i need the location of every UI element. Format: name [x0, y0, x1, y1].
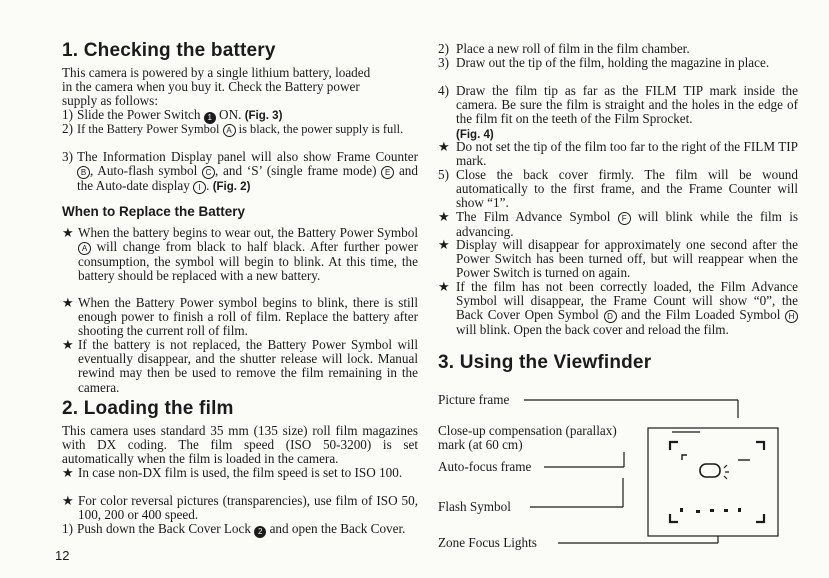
back-cover-open-symbol-icon: D: [604, 310, 617, 323]
star-bullet-icon: ★: [438, 237, 450, 252]
back-cover-lock-symbol-icon: 2: [254, 526, 266, 538]
step-text: The Information Display panel will also show Frame Counter: [77, 149, 418, 164]
flash-symbol-label: Flash Symbol: [438, 499, 511, 514]
step-text: .: [206, 178, 213, 194]
battery-symbol-icon: A: [223, 124, 236, 137]
film-bullet-display: [438, 238, 798, 281]
step-text: Draw the film tip as far as the FILM TIP mark inside the camera. Be sure the film is straight and the holes in the edge of the film fit on the teeth of the Film Sprocket.: [456, 83, 798, 127]
step-number: 1): [62, 107, 73, 122]
flash-symbol-icon: [724, 465, 729, 479]
section-heading-loading: 2. Loading the film: [62, 398, 234, 419]
auto-date-symbol-icon: I: [193, 181, 206, 194]
replace-bullet-1: [62, 226, 418, 284]
step-number: 2): [438, 41, 449, 56]
step-number: 1): [62, 521, 73, 536]
step-text: ON.: [215, 107, 245, 122]
battery-intro: [62, 66, 418, 109]
star-bullet-icon: ★: [438, 209, 450, 224]
section-heading-viewfinder: 3. Using the Viewfinder: [438, 352, 652, 373]
intro-line: This camera is powered by a single lithium battery, loaded: [62, 65, 371, 80]
step-text: Push down the Back Cover Lock: [77, 521, 255, 536]
step-number: 2): [62, 121, 73, 136]
bullet-text: In case non-DX film is used, the film speed is set to ISO 100.: [78, 465, 403, 480]
film-bullet-tip: [438, 140, 798, 168]
battery-step-2: [62, 122, 418, 137]
intro-line: in the camera when you buy it. Check the Battery power: [62, 79, 360, 95]
bullet-text: Do not set the tip of the film too far to the right of the FILM TIP mark.: [456, 139, 798, 169]
parallax-mark: [682, 455, 687, 460]
step-number: 4): [438, 83, 449, 98]
intro-line: supply as follows:: [62, 93, 158, 109]
loading-bullet-2: [62, 494, 418, 522]
viewfinder-drawing: [438, 388, 800, 558]
bullet-text: will blink. Open the back cover and reload the film.: [456, 322, 729, 338]
viewfinder-frame: [648, 428, 778, 536]
frame-counter-symbol-icon: B: [77, 166, 90, 179]
step-number: 3): [438, 55, 449, 70]
bullet-text: For color reversal pictures (transparencies), use film of ISO 50, 100, 200 or 400 speed.: [78, 493, 418, 523]
loading-bullet-1: [62, 466, 418, 480]
bullet-text: When the Battery Power symbol begins to blink, there is still enough power to finish a roll of film. Replace the battery after shooting the current roll of film.: [78, 295, 418, 339]
page-number: 12: [55, 548, 70, 563]
film-step-5: [438, 168, 798, 211]
replace-bullet-3: [62, 338, 418, 395]
figure-ref: (Fig. 2): [212, 181, 251, 194]
star-bullet-icon: ★: [62, 225, 74, 240]
step-text: and open the Back Cover.: [266, 521, 406, 536]
step-text: , and ‘S’ (single frame mode): [215, 163, 382, 179]
film-loaded-symbol-icon: H: [785, 310, 798, 323]
step-text: If the Battery Power Symbol: [77, 122, 223, 136]
figure-ref: (Fig. 4): [456, 128, 494, 141]
step-number: 3): [62, 149, 73, 164]
star-bullet-icon: ★: [62, 337, 74, 352]
picture-frame-corner: [670, 514, 678, 522]
loading-intro: This camera uses standard 35 mm (135 size) roll film magazines with DX coding. The film speed (ISO 50-3200) is set automatically when the film is loaded in the camera.: [62, 423, 418, 467]
picture-frame-corner: [756, 514, 764, 522]
battery-symbol-icon: A: [78, 242, 91, 255]
bullet-text: When the battery begins to wear out, the Battery Power Symbol: [78, 225, 418, 240]
close-up-compensation-label: Close-up compensation (parallax): [438, 423, 617, 438]
loading-step-1: [62, 522, 418, 538]
bullet-text: will change from black to half black. After further power consumption, the symbol will begin to blink. At this time, the battery should be replaced with a new battery.: [78, 239, 418, 284]
bullet-text: If the battery is not replaced, the Battery Power Symbol will eventually disappear, and the shutter release will lock. Manual rewind may then be used to remove the film remaining in the camera.: [78, 337, 418, 395]
section-heading-battery: 1. Checking the battery: [62, 40, 276, 61]
auto-flash-symbol-icon: C: [202, 166, 215, 179]
picture-frame-corner: [756, 442, 764, 450]
bullet-text: and the Film Loaded Symbol: [616, 307, 785, 323]
star-bullet-icon: ★: [62, 295, 74, 310]
step-text: and the Auto-date display: [77, 163, 418, 194]
step-text: Close the back cover firmly. The film will be wound automatically to the first frame, and the Frame Counter will show “1”.: [456, 167, 798, 211]
power-switch-symbol-icon: 1: [204, 112, 216, 124]
subheading-replace-battery: When to Replace the Battery: [62, 204, 246, 219]
bullet-text: will blink while the film is advancing.: [456, 209, 798, 239]
zone-focus-lights-label: Zone Focus Lights: [438, 535, 537, 550]
film-advance-symbol-icon: F: [618, 212, 631, 225]
film-step-4: [438, 84, 798, 142]
bullet-text: The Film Advance Symbol: [456, 209, 618, 224]
step-text: is black, the power supply is full.: [235, 122, 404, 136]
film-bullet-not-loaded: [438, 280, 798, 338]
star-bullet-icon: ★: [62, 465, 74, 480]
step-text: Place a new roll of film in the film chamber.: [456, 41, 690, 56]
film-bullet-advance: [438, 210, 798, 239]
close-up-mark-label: mark (at 60 cm): [438, 437, 523, 452]
star-bullet-icon: ★: [62, 493, 74, 508]
film-step-3: [438, 56, 798, 70]
step-text: Slide the Power Switch: [77, 107, 204, 122]
bullet-text: If the film has not been correctly loaded, the Film Advance Symbol will disappear, the Frame Count will show “0”, the Back Cover Open Symbol: [456, 279, 798, 323]
battery-step-3: [62, 150, 418, 194]
star-bullet-icon: ★: [438, 139, 450, 154]
viewfinder-diagram: [438, 388, 800, 558]
picture-frame-label: Picture frame: [438, 392, 510, 407]
figure-ref: (Fig. 3): [244, 110, 283, 122]
zone-focus-lights: [680, 508, 741, 513]
picture-frame-corner: [670, 442, 678, 450]
auto-focus-frame-label: Auto-focus frame: [438, 459, 532, 474]
step-text: Draw out the tip of the film, holding the magazine in place.: [456, 55, 770, 70]
replace-bullet-2: [62, 296, 418, 339]
bullet-text: Display will disappear for approximately one second after the Power Switch has been turned off, but will reappear when the Power Switch is turned on again.: [456, 237, 798, 281]
auto-focus-frame: [700, 464, 720, 477]
step-text: , Auto-flash symbol: [90, 163, 203, 179]
step-number: 5): [438, 167, 449, 182]
star-bullet-icon: ★: [438, 279, 450, 294]
single-frame-symbol-icon: E: [381, 166, 394, 179]
